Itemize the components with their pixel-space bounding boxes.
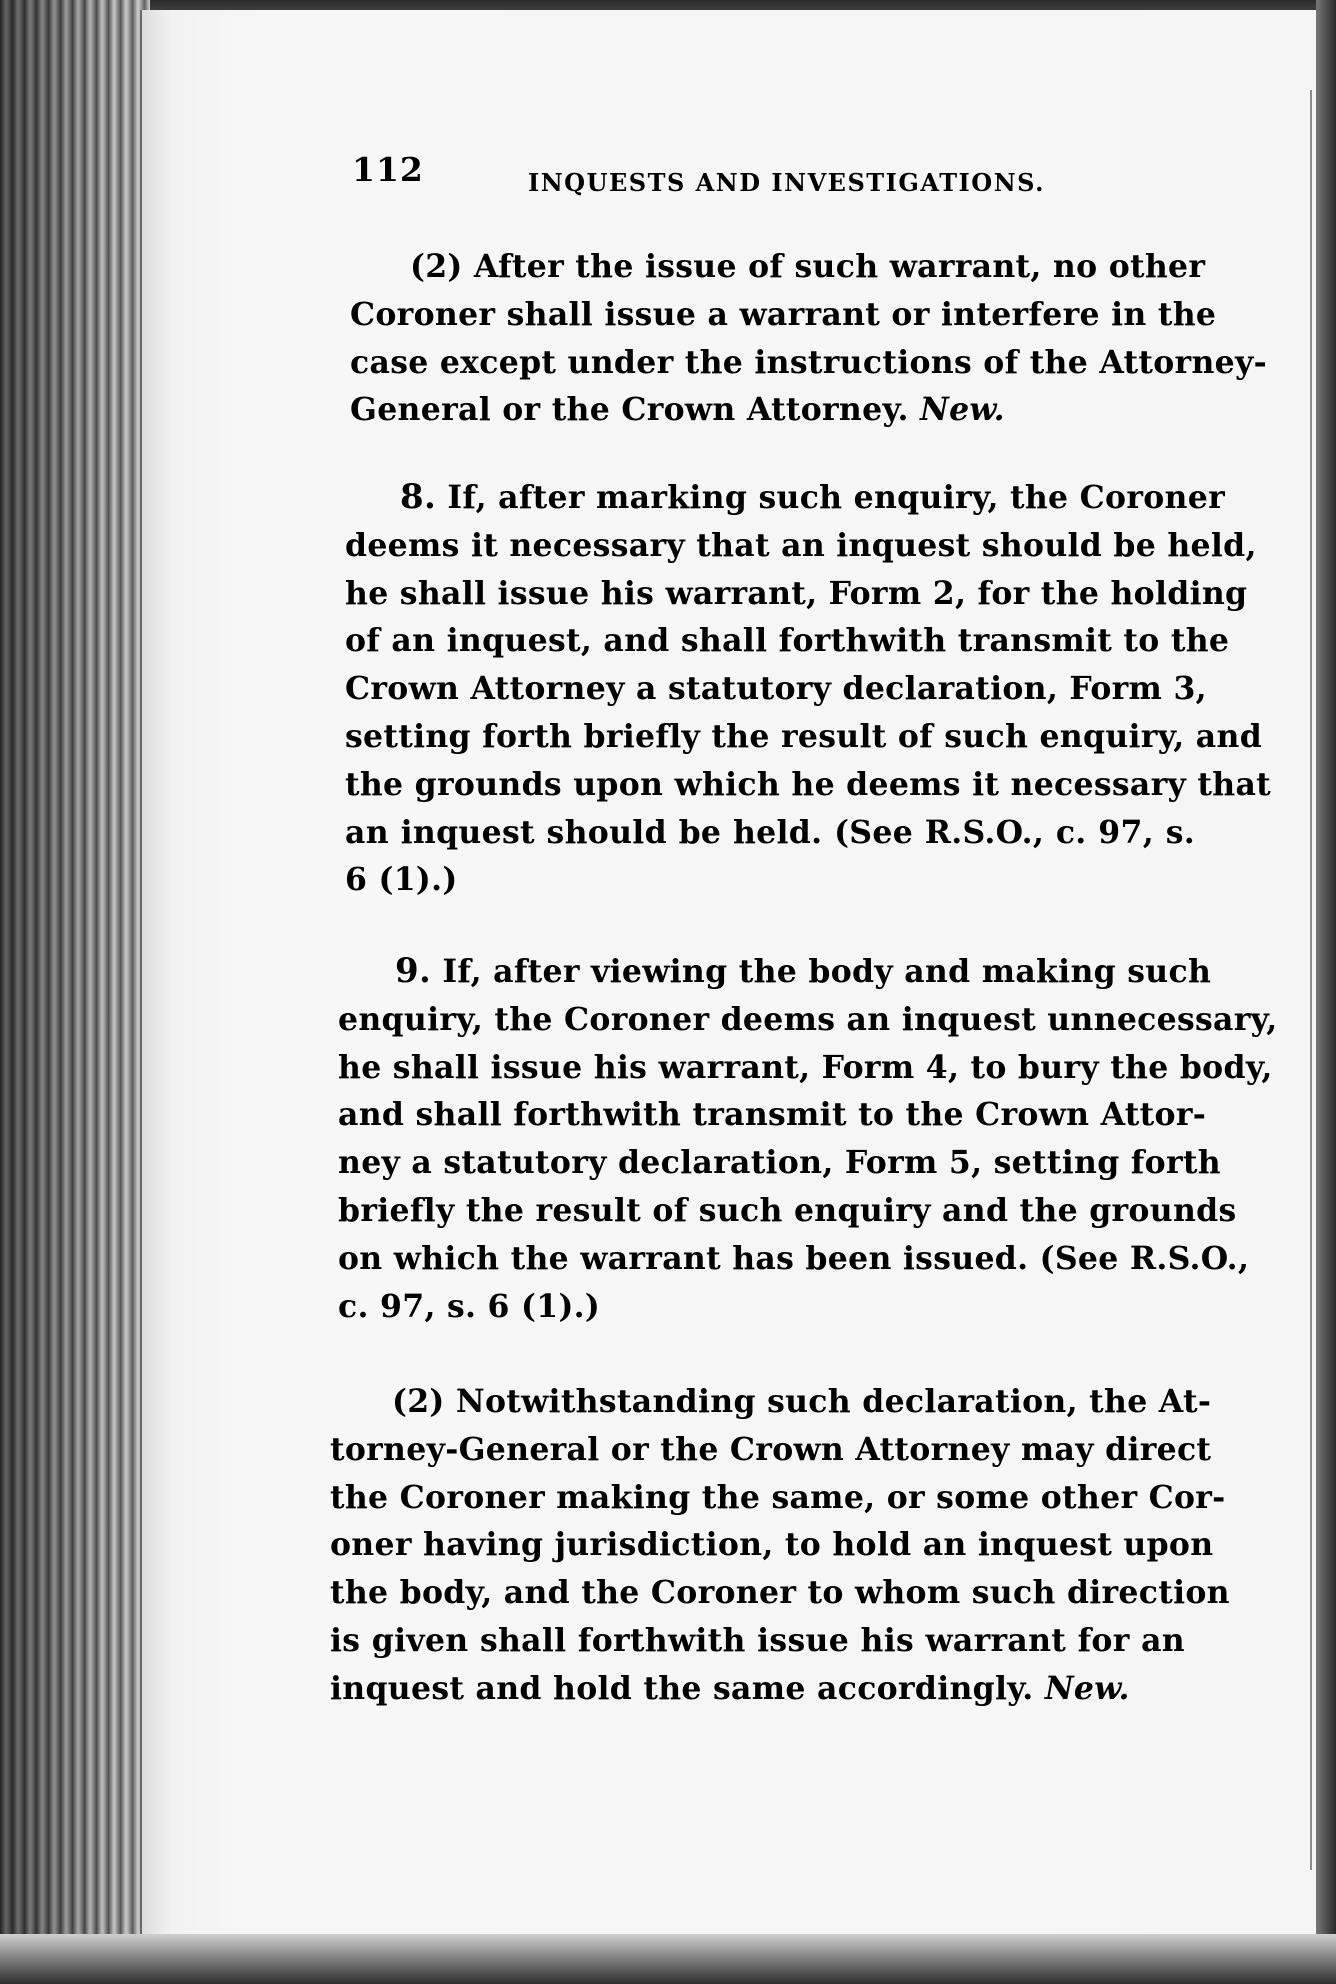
page-right-edge bbox=[1310, 90, 1312, 1870]
text-line: Coroner shall issue a warrant or interfere in the bbox=[350, 295, 1217, 333]
book-page-stack-shadow bbox=[0, 0, 150, 1984]
text-line: enquiry, the Coroner deems an inquest unnecessary, bbox=[338, 1000, 1278, 1038]
running-title: INQUESTS AND INVESTIGATIONS. bbox=[528, 168, 1045, 197]
text-line: (2) After the issue of such warrant, no other bbox=[410, 248, 1206, 285]
text-line bbox=[350, 386, 1200, 434]
section-number: 8. bbox=[400, 477, 437, 517]
text-line: briefly the result of such enquiry and the grounds bbox=[338, 1191, 1237, 1229]
text-line: c. 97, s. 6 (1).) bbox=[338, 1287, 601, 1325]
text-line: he shall issue his warrant, Form 4, to bury the body, bbox=[338, 1048, 1273, 1086]
text-line: the grounds upon which he deems it necessary that bbox=[345, 765, 1272, 803]
text-line-body: If, after viewing the body and making such bbox=[442, 953, 1212, 990]
text-line bbox=[345, 474, 1225, 522]
section-number: 9. bbox=[395, 951, 432, 991]
paragraph-subsection-2-warrant bbox=[350, 243, 1267, 434]
text-line: case except under the instructions of the Attorney- bbox=[350, 343, 1267, 381]
text-line: the Coroner making the same, or some other Cor- bbox=[330, 1478, 1226, 1516]
new-marker: New. bbox=[1044, 1669, 1130, 1707]
text-line-body: General or the Crown Attorney. bbox=[350, 391, 909, 429]
text-line: the body, and the Coroner to whom such direction bbox=[330, 1574, 1230, 1612]
text-line: (2) Notwithstanding such declaration, the At- bbox=[392, 1383, 1212, 1420]
text-line bbox=[338, 948, 1212, 996]
text-line: of an inquest, and shall forthwith transmit to the bbox=[345, 622, 1230, 660]
text-line: is given shall forthwith issue his warrant for an bbox=[330, 1621, 1185, 1659]
text-line: ney a statutory declaration, Form 5, setting forth bbox=[338, 1144, 1221, 1182]
text-line: and shall forthwith transmit to the Crown Attor- bbox=[338, 1096, 1207, 1134]
text-line-body: If, after marking such enquiry, the Coroner bbox=[447, 479, 1225, 516]
paragraph-subsection-2-direction bbox=[330, 1378, 1230, 1713]
scan-right-edge bbox=[1316, 0, 1336, 1984]
running-head bbox=[0, 0, 1336, 200]
text-line bbox=[330, 1665, 1185, 1713]
text-line: an inquest should be held. (See R.S.O., c. 97, s. bbox=[345, 813, 1195, 851]
text-line: oner having jurisdiction, to hold an inquest upon bbox=[330, 1526, 1214, 1564]
section-9 bbox=[338, 948, 1278, 1330]
text-line: on which the warrant has been issued. (See R.S.O., bbox=[338, 1239, 1250, 1277]
text-line-body: inquest and hold the same accordingly. bbox=[330, 1669, 1034, 1707]
text-line: deems it necessary that an inquest should be held, bbox=[345, 526, 1257, 564]
text-line: torney-General or the Crown Attorney may direct bbox=[330, 1430, 1212, 1468]
text-line: he shall issue his warrant, Form 2, for the holding bbox=[345, 574, 1248, 612]
new-marker: New. bbox=[920, 391, 1005, 429]
text-line: Crown Attorney a statutory declaration, Form 3, bbox=[345, 670, 1207, 708]
scan-bottom-edge bbox=[0, 1934, 1336, 1984]
text-line: 6 (1).) bbox=[345, 861, 458, 899]
section-8 bbox=[345, 474, 1272, 904]
page-number: 112 bbox=[352, 150, 424, 189]
text-line: setting forth briefly the result of such enquiry, and bbox=[345, 717, 1263, 755]
